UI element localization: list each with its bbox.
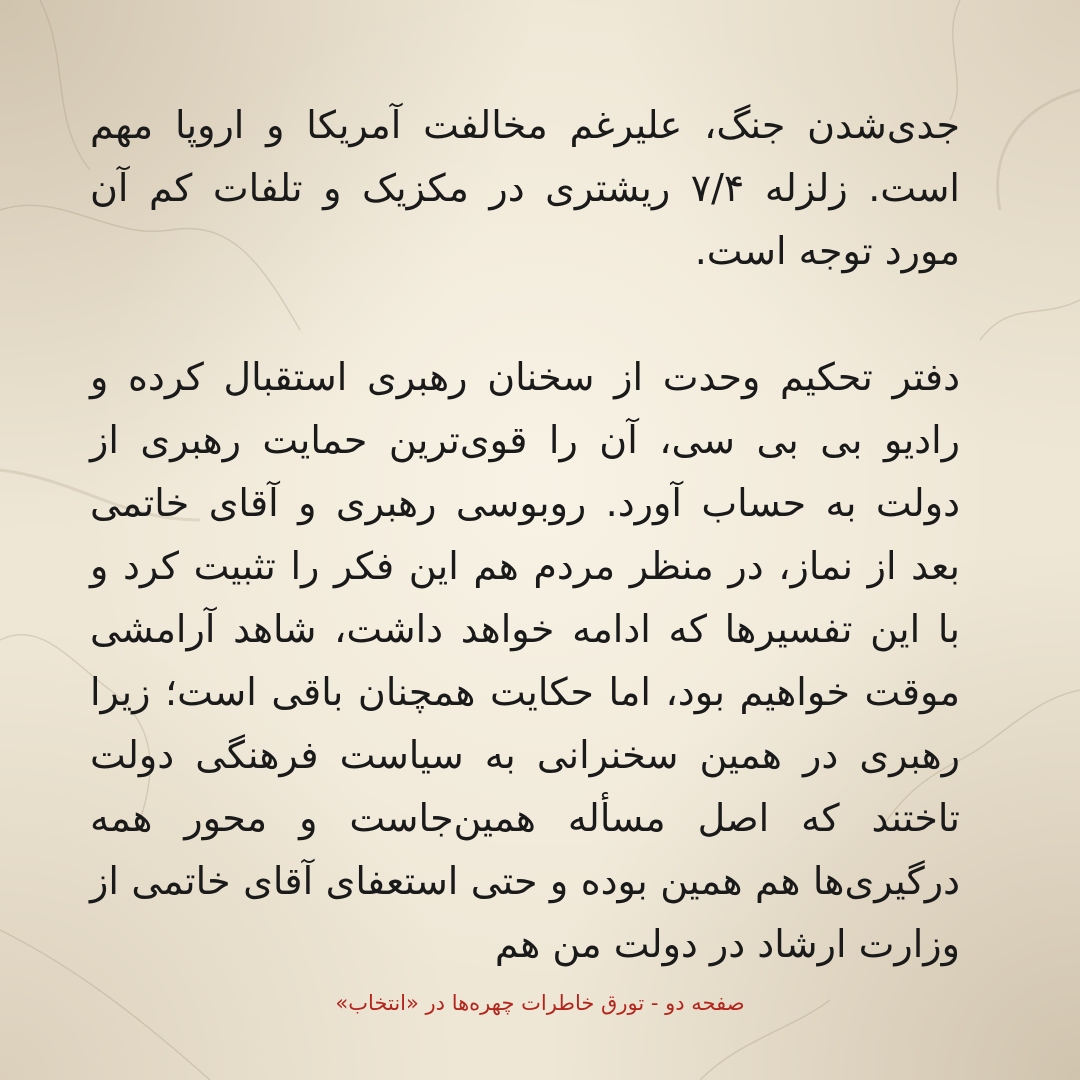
paragraph-1: جدی‌شدن جنگ، علیرغم مخالفت آمریکا و اروپا مهم است. زلزله ۷/۴ ریشتری در مکزیک و تلفات کم آن مورد توجه است. [90, 103, 960, 273]
source-caption: صفحه دو - تورق خاطرات چهره‌ها در «انتخاب» [335, 991, 745, 1015]
paragraph-2: دفتر تحکیم وحدت از سخنان رهبری استقبال کرده و رادیو بی بی سی، آن را قوی‌ترین حمایت رهبری از دولت به حساب آورد. روبوسی رهبری و آقای خاتمی بعد از نماز، در منظر مردم هم این فکر را تثبیت کرد و با این تفسیرها که ادامه خواهد داشت، شاهد آرامشی موقت خواهیم بود، اما حکایت همچنان باقی است؛ زیرا رهبری در همین سخنرانی به سیاست فرهنگی دولت تاختند که اصل مسأله همین‌جاست و محور همه درگیری‌ها هم همین بوده و حتی استعفای آقای خاتمی از وزارت ارشاد در دولت من هم [90, 355, 960, 966]
